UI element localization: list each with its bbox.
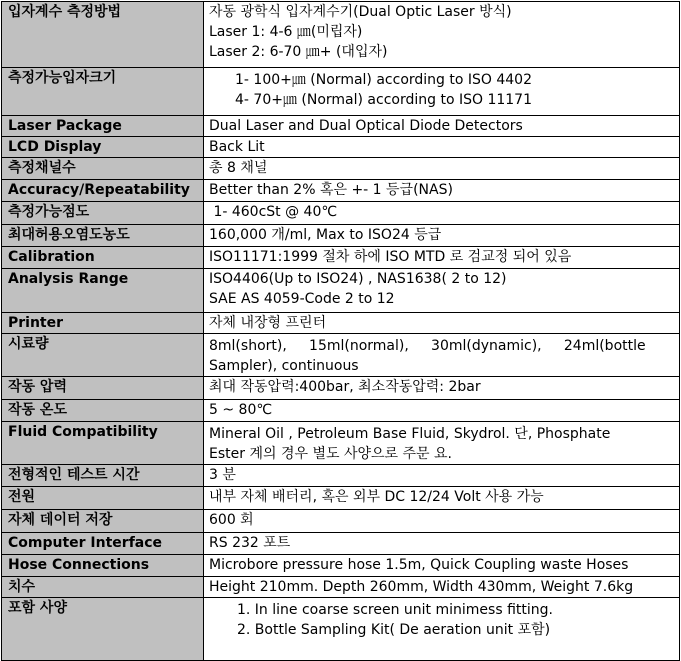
table-row <box>2 487 680 510</box>
value-line: 자체 내장형 프린터 <box>209 315 327 331</box>
row-value <box>204 202 680 225</box>
value-line: Ester 계의 경우 별도 사양으로 주문 요. <box>209 446 452 462</box>
value-line: RS 232 포트 <box>209 535 291 551</box>
row-label: Computer Interface <box>2 533 204 555</box>
value-line: 내부 자체 배터리, 혹은 외부 DC 12/24 Volt 사용 가능 <box>209 489 544 505</box>
value-line: 600 회 <box>209 512 254 528</box>
row-value <box>204 487 680 510</box>
row-label: 시료량 <box>2 334 204 377</box>
row-value <box>204 158 680 180</box>
table-row <box>2 510 680 533</box>
row-label: 전형적인 테스트 시간 <box>2 465 204 487</box>
row-label: Calibration <box>2 247 204 269</box>
row-value <box>204 533 680 555</box>
value-line: ISO11171:1999 절차 하에 ISO MTD 로 검교정 되어 있음 <box>209 249 572 265</box>
table-row <box>2 400 680 422</box>
value-line: Dual Laser and Dual Optical Diode Detectors <box>209 118 523 134</box>
table-row <box>2 422 680 465</box>
value-line: 최대 작동압력:400bar, 최소작동압력: 2bar <box>209 379 481 395</box>
row-label: Fluid Compatibility <box>2 422 204 465</box>
row-value <box>204 465 680 487</box>
row-value <box>204 422 680 465</box>
table-row <box>2 377 680 400</box>
value-line: Laser 1: 4-6 ㎛(미립자) <box>209 24 363 40</box>
table-row <box>2 555 680 577</box>
value-line: Height 210mm. Depth 260mm, Width 430mm, Weight 7.6kg <box>209 579 634 595</box>
row-label: 포함 사양 <box>2 598 204 661</box>
table-row <box>2 598 680 661</box>
row-value <box>204 116 680 137</box>
value-line: 3 분 <box>209 467 236 483</box>
table-row <box>2 334 680 377</box>
row-value <box>204 555 680 577</box>
row-value <box>204 577 680 598</box>
value-line: 1- 460cSt @ 40℃ <box>209 204 338 220</box>
row-value <box>204 313 680 334</box>
row-value <box>204 510 680 533</box>
value-line: 8ml(short), 15ml(normal), 30ml(dynamic), 24ml(bottle <box>209 338 646 354</box>
row-value <box>204 68 680 116</box>
table-row <box>2 137 680 158</box>
value-line: 1. In line coarse screen unit minimess fitting. <box>237 602 553 618</box>
row-value <box>204 2 680 68</box>
value-line: 총 8 채널 <box>209 160 268 176</box>
spec-table <box>1 1 680 661</box>
table-row <box>2 533 680 555</box>
table-row <box>2 202 680 225</box>
row-label: Hose Connections <box>2 555 204 577</box>
table-row <box>2 577 680 598</box>
value-line: Back Lit <box>209 139 265 155</box>
row-label: 작동 온도 <box>2 400 204 422</box>
row-value <box>204 334 680 377</box>
row-value <box>204 269 680 313</box>
row-label: 최대허용오염도농도 <box>2 225 204 247</box>
table-row <box>2 465 680 487</box>
table-row <box>2 247 680 269</box>
value-line: 5 ~ 80℃ <box>209 402 273 418</box>
row-value <box>204 225 680 247</box>
row-value <box>204 180 680 202</box>
row-value <box>204 598 680 661</box>
value-line: Microbore pressure hose 1.5m, Quick Coupling waste Hoses <box>209 557 629 573</box>
value-line: Better than 2% 혹은 +- 1 등급(NAS) <box>209 182 453 198</box>
row-label: 측정채널수 <box>2 158 204 180</box>
table-row <box>2 68 680 116</box>
value-line: 160,000 개/ml, Max to ISO24 등급 <box>209 227 442 243</box>
value-line: Laser 2: 6-70 ㎛+ (대입자) <box>209 44 388 60</box>
value-line: Mineral Oil , Petroleum Base Fluid, Skydrol. 단, Phosphate <box>209 426 611 442</box>
row-value <box>204 247 680 269</box>
row-label: 측정가능입자크기 <box>2 68 204 116</box>
row-label: Laser Package <box>2 116 204 137</box>
row-label: LCD Display <box>2 137 204 158</box>
row-label: Accuracy/Repeatability <box>2 180 204 202</box>
row-label: 작동 압력 <box>2 377 204 400</box>
value-line: 1- 100+㎛ (Normal) according to ISO 4402 <box>235 72 532 88</box>
row-value <box>204 400 680 422</box>
row-label: 자체 데이터 저장 <box>2 510 204 533</box>
row-label: Printer <box>2 313 204 334</box>
row-value <box>204 377 680 400</box>
table-row <box>2 269 680 313</box>
table-row <box>2 313 680 334</box>
row-label: 입자계수 측정방법 <box>2 2 204 68</box>
row-label: 치수 <box>2 577 204 598</box>
value-line: ISO4406(Up to ISO24) , NAS1638( 2 to 12) <box>209 271 507 287</box>
table-row <box>2 2 680 68</box>
value-line: 4- 70+㎛ (Normal) according to ISO 11171 <box>235 92 532 108</box>
row-label: 전원 <box>2 487 204 510</box>
table-row <box>2 180 680 202</box>
row-label: 측정가능점도 <box>2 202 204 225</box>
value-line: 자동 광학식 입자계수기(Dual Optic Laser 방식) <box>209 4 512 20</box>
table-row <box>2 225 680 247</box>
value-line: SAE AS 4059-Code 2 to 12 <box>209 291 395 307</box>
value-line: Sampler), continuous <box>209 358 359 374</box>
table-row <box>2 116 680 137</box>
row-label: Analysis Range <box>2 269 204 313</box>
table-row <box>2 158 680 180</box>
row-value <box>204 137 680 158</box>
value-line: 2. Bottle Sampling Kit( De aeration unit 포함) <box>237 622 551 638</box>
